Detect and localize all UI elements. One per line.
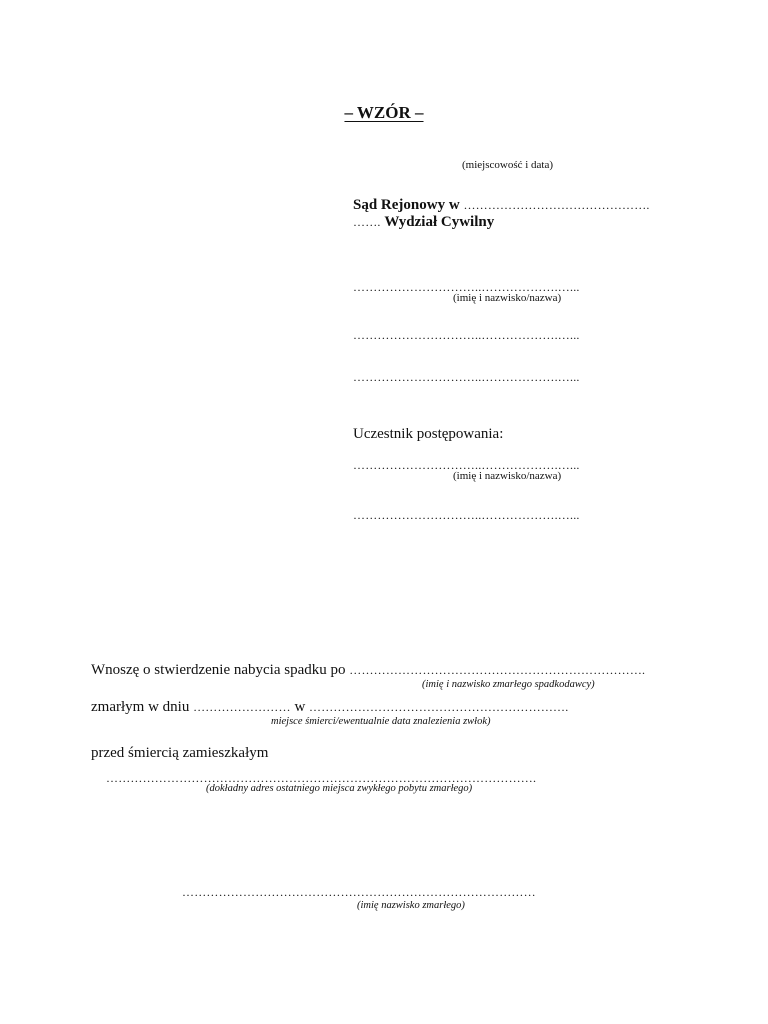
participant-address-dots: …………………………..……………….…... <box>353 508 580 522</box>
court-label: Sąd Rejonowy w <box>353 197 460 213</box>
applicant-address-dots-2: …………………………..……………….…... <box>353 370 580 384</box>
request-text-1: Wnoszę o stwierdzenie nabycia spadku po <box>91 662 346 678</box>
death-date-label: zmarłym w dniu <box>91 699 190 715</box>
death-place-label: w <box>294 699 306 715</box>
death-date-dots: …………………… <box>193 700 291 714</box>
court-line-2 <box>353 215 494 230</box>
participant-name-caption: (imię i nazwisko/nazwa) <box>453 470 562 482</box>
place-date-caption: (miejscowość i data) <box>462 159 554 171</box>
death-place-dots: ………………………………………………………. <box>309 700 569 714</box>
court-name-dots: ………………………………………. <box>463 198 650 212</box>
decedent-name-caption: (imię i nazwisko zmarłego spadkodawcy) <box>422 679 595 690</box>
request-line-2 <box>91 700 568 715</box>
document-title: – WZÓR – <box>344 103 424 122</box>
participant-heading: Uczestnik postępowania: <box>353 426 504 442</box>
death-place-caption: miejsce śmierci/ewentualnie data znalezienia zwłok) <box>271 716 491 727</box>
applicant-address-dots-1: …………………………..……………….…... <box>353 328 580 342</box>
signature-caption: (imię nazwisko zmarłego) <box>357 900 465 911</box>
request-line-1 <box>91 663 645 678</box>
applicant-name-caption: (imię i nazwisko/nazwa) <box>453 292 562 304</box>
residence-address-caption: (dokładny adres ostatniego miejsca zwykłego pobytu zmarłego) <box>206 783 473 794</box>
applicant-name-dots: …………………………..……………….…... <box>353 280 580 294</box>
residence-address-dots: ……………………………………………………………………………………………. <box>106 771 537 785</box>
residence-label: przed śmiercią zamieszkałym <box>91 745 269 761</box>
decedent-name-dots: ………………………………………………………………. <box>349 663 646 677</box>
division-label: Wydział Cywilny <box>384 214 495 230</box>
participant-name-dots: …………………………..……………….…... <box>353 458 580 472</box>
division-number-dots: ……. <box>353 215 381 229</box>
signature-dots: …………………………………………………………………………… <box>182 885 536 899</box>
court-line-1 <box>353 198 650 213</box>
